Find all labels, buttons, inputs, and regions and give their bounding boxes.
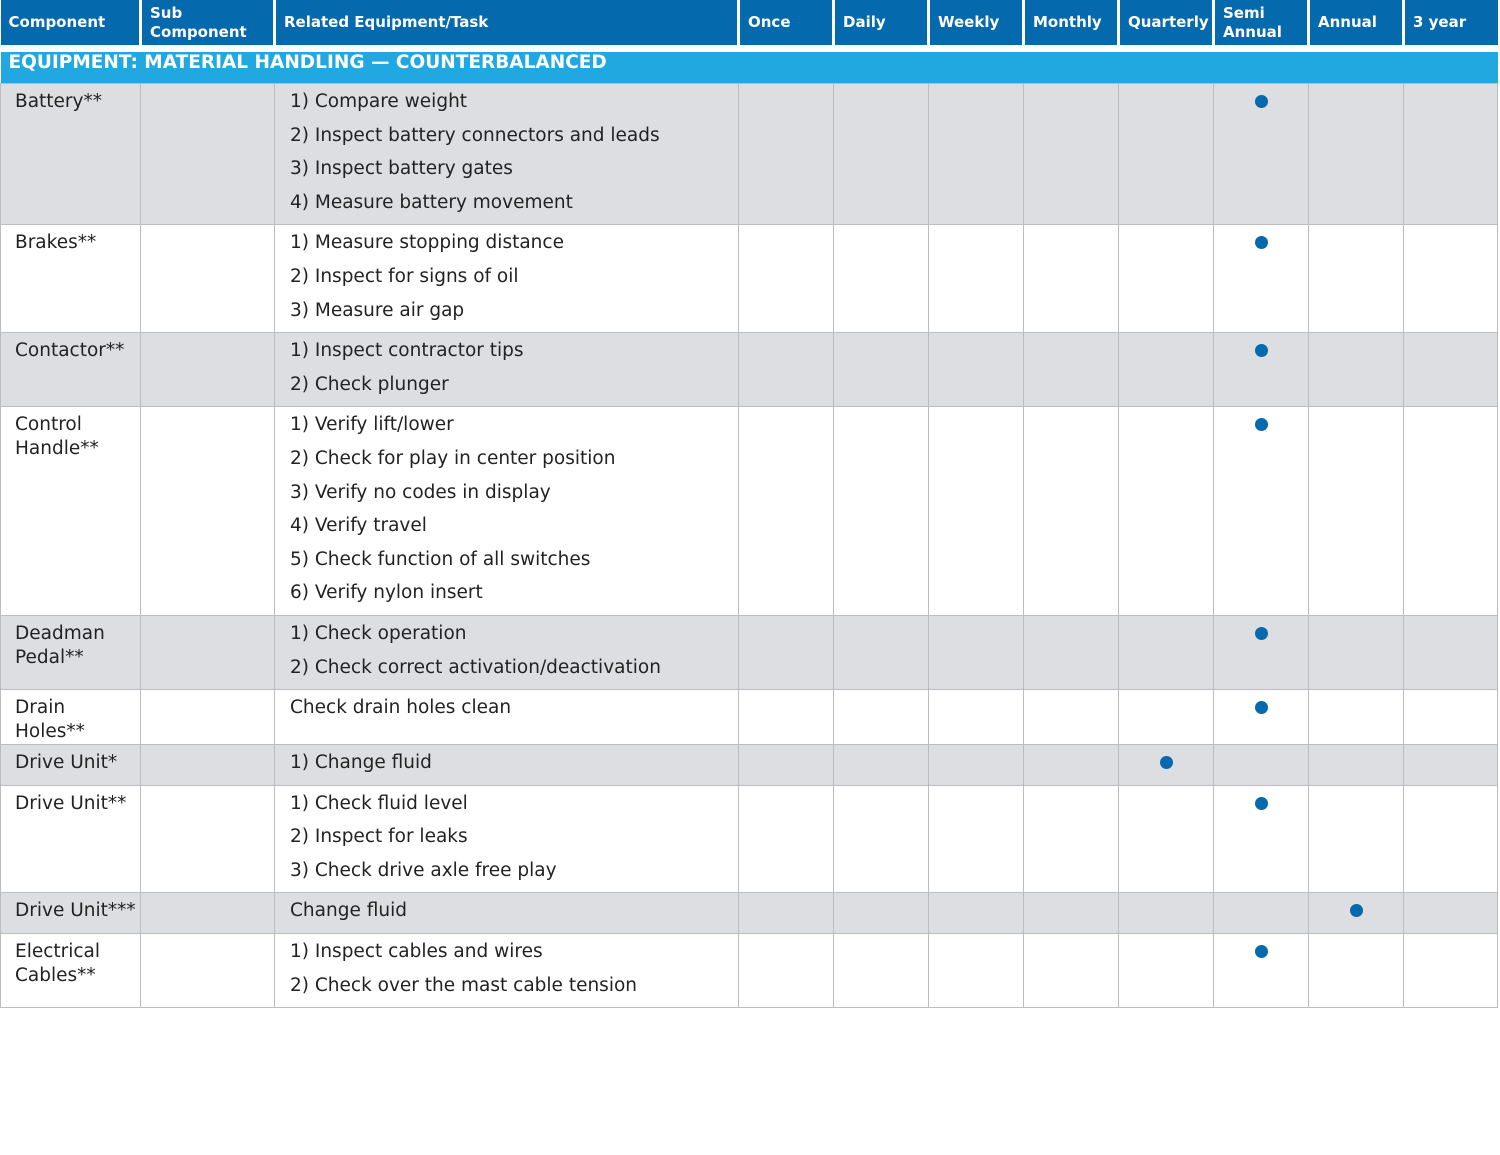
col-quarterly: Quarterly (1119, 0, 1214, 45)
frequency-cell (1309, 615, 1404, 689)
task-item: 2) Inspect battery connectors and leads (290, 124, 660, 146)
frequency-cell (1214, 745, 1309, 786)
frequency-cell (1119, 893, 1214, 934)
frequency-bullet-icon (1255, 95, 1268, 108)
frequency-cell (739, 785, 834, 893)
frequency-cell (739, 615, 834, 689)
col-semi-annual: Semi Annual (1214, 0, 1309, 45)
sub-component-cell (141, 225, 275, 333)
frequency-cell (1309, 690, 1404, 745)
col-sub-component: Sub Component (141, 0, 275, 45)
frequency-cell (834, 785, 929, 893)
frequency-cell (929, 745, 1024, 786)
task-item: 5) Check function of all switches (290, 548, 591, 570)
task-item: 1) Inspect cables and wires (290, 941, 543, 963)
task-cell (275, 84, 739, 225)
frequency-cell (1024, 785, 1119, 893)
frequency-bullet-icon (1255, 236, 1268, 249)
task-item: 4) Measure battery movement (290, 191, 573, 213)
frequency-cell (929, 690, 1024, 745)
sub-component-cell (141, 690, 275, 745)
frequency-cell (834, 333, 929, 407)
sub-component-cell (141, 934, 275, 1008)
task-item: 1) Check fluid level (290, 792, 468, 814)
frequency-cell (1214, 893, 1309, 934)
frequency-cell (834, 690, 929, 745)
frequency-cell (1309, 225, 1404, 333)
frequency-cell (1024, 615, 1119, 689)
frequency-cell (739, 893, 834, 934)
table-row (1, 84, 1498, 225)
frequency-cell (1309, 407, 1404, 616)
frequency-cell (1404, 690, 1498, 745)
task-item: 6) Verify nylon insert (290, 582, 483, 604)
frequency-cell (1214, 84, 1309, 225)
frequency-cell (1024, 745, 1119, 786)
component-cell: Drive Unit* (1, 745, 141, 786)
frequency-bullet-icon (1160, 756, 1173, 769)
frequency-cell (739, 690, 834, 745)
sub-component-cell (141, 333, 275, 407)
task-item: 3) Check drive axle free play (290, 859, 557, 881)
frequency-cell (834, 893, 929, 934)
component-cell: Electrical Cables** (1, 934, 141, 1008)
table-row (1, 785, 1498, 893)
col-3-year: 3 year (1404, 0, 1498, 45)
frequency-cell (1024, 934, 1119, 1008)
frequency-cell (1119, 615, 1214, 689)
table-row (1, 407, 1498, 616)
component-cell: Drive Unit** (1, 785, 141, 893)
task-item: 2) Check correct activation/deactivation (290, 656, 661, 678)
task-item: 1) Compare weight (290, 91, 468, 112)
task-item: 1) Change fluid (290, 752, 432, 774)
frequency-cell (929, 934, 1024, 1008)
frequency-cell (1024, 333, 1119, 407)
frequency-bullet-icon (1350, 904, 1363, 917)
frequency-cell (1119, 225, 1214, 333)
frequency-cell (739, 333, 834, 407)
sub-component-cell (141, 407, 275, 616)
task-item: 1) Inspect contractor tips (290, 340, 524, 362)
frequency-cell (1309, 893, 1404, 934)
frequency-cell (1309, 84, 1404, 225)
frequency-cell (929, 785, 1024, 893)
col-task: Related Equipment/Task (275, 0, 739, 45)
frequency-bullet-icon (1255, 945, 1268, 958)
table-row (1, 893, 1498, 934)
frequency-cell (929, 225, 1024, 333)
frequency-cell (739, 934, 834, 1008)
frequency-cell (1214, 225, 1309, 333)
frequency-cell (1024, 225, 1119, 333)
sub-component-cell (141, 84, 275, 225)
frequency-cell (929, 84, 1024, 225)
sub-component-cell (141, 745, 275, 786)
frequency-cell (1119, 333, 1214, 407)
frequency-cell (1024, 690, 1119, 745)
frequency-cell (929, 893, 1024, 934)
sub-component-cell (141, 785, 275, 893)
frequency-cell (1119, 407, 1214, 616)
task-item: Change fluid (290, 900, 407, 922)
table-row (1, 745, 1498, 786)
col-once: Once (739, 0, 834, 45)
frequency-cell (1214, 690, 1309, 745)
frequency-cell (1404, 893, 1498, 934)
task-item: 2) Check over the mast cable tension (290, 974, 638, 996)
frequency-cell (1404, 934, 1498, 1008)
frequency-cell (739, 745, 834, 786)
component-cell: Deadman Pedal** (1, 615, 141, 689)
frequency-cell (1214, 934, 1309, 1008)
sub-component-cell (141, 893, 275, 934)
task-item: 3) Inspect battery gates (290, 158, 513, 180)
table-row (1, 333, 1498, 407)
frequency-cell (929, 333, 1024, 407)
frequency-cell (1119, 934, 1214, 1008)
task-item: 2) Check for play in center position (290, 447, 616, 469)
sub-component-cell (141, 615, 275, 689)
frequency-bullet-icon (1255, 627, 1268, 640)
frequency-bullet-icon (1255, 797, 1268, 810)
frequency-cell (1024, 893, 1119, 934)
col-monthly: Monthly (1024, 0, 1119, 45)
frequency-cell (929, 615, 1024, 689)
task-item: 1) Verify lift/lower (290, 414, 454, 436)
task-item: 3) Measure air gap (290, 299, 465, 321)
frequency-bullet-icon (1255, 344, 1268, 357)
task-item: Check drain holes clean (290, 697, 512, 719)
frequency-cell (834, 225, 929, 333)
task-cell (275, 690, 739, 745)
task-item: 3) Verify no codes in display (290, 481, 551, 503)
frequency-cell (1024, 407, 1119, 616)
component-cell: Control Handle** (1, 407, 141, 616)
frequency-cell (1214, 615, 1309, 689)
component-cell: Brakes** (1, 225, 141, 333)
task-cell (275, 333, 739, 407)
component-cell: Battery** (1, 84, 141, 225)
frequency-bullet-icon (1255, 701, 1268, 714)
task-cell (275, 225, 739, 333)
col-daily: Daily (834, 0, 929, 45)
frequency-cell (739, 225, 834, 333)
frequency-cell (739, 84, 834, 225)
task-item: 1) Measure stopping distance (290, 232, 564, 254)
task-item: 1) Check operation (290, 622, 467, 644)
task-cell (275, 615, 739, 689)
table-row (1, 225, 1498, 333)
component-cell: Contactor** (1, 333, 141, 407)
frequency-cell (1309, 745, 1404, 786)
task-cell (275, 934, 739, 1008)
frequency-cell (1024, 84, 1119, 225)
col-component: Component (1, 0, 141, 45)
frequency-cell (1309, 333, 1404, 407)
table-row (1, 934, 1498, 1008)
frequency-cell (1309, 785, 1404, 893)
frequency-cell (834, 615, 929, 689)
frequency-cell (1119, 84, 1214, 225)
section-header (1, 52, 1498, 84)
frequency-cell (834, 745, 929, 786)
section-title: EQUIPMENT: MATERIAL HANDLING — COUNTERBALANCED (1, 52, 1498, 84)
frequency-cell (1404, 407, 1498, 616)
frequency-cell (739, 407, 834, 616)
frequency-cell (1404, 225, 1498, 333)
task-cell (275, 893, 739, 934)
task-item: 2) Inspect for signs of oil (290, 265, 519, 287)
task-item: 2) Check plunger (290, 373, 449, 395)
frequency-cell (1119, 745, 1214, 786)
frequency-cell (1404, 745, 1498, 786)
frequency-cell (1404, 333, 1498, 407)
frequency-cell (834, 407, 929, 616)
frequency-cell (1404, 84, 1498, 225)
frequency-cell (929, 407, 1024, 616)
frequency-cell (1119, 690, 1214, 745)
col-annual: Annual (1309, 0, 1404, 45)
frequency-cell (1309, 934, 1404, 1008)
task-item: 4) Verify travel (290, 515, 427, 537)
component-cell: Drain Holes** (1, 690, 141, 745)
table-row (1, 615, 1498, 689)
frequency-cell (1214, 785, 1309, 893)
frequency-cell (834, 84, 929, 225)
task-cell (275, 785, 739, 893)
col-weekly: Weekly (929, 0, 1024, 45)
task-cell (275, 407, 739, 616)
task-item: 2) Inspect for leaks (290, 826, 468, 848)
frequency-cell (1214, 407, 1309, 616)
frequency-cell (1119, 785, 1214, 893)
task-cell (275, 745, 739, 786)
frequency-cell (1404, 785, 1498, 893)
frequency-cell (1214, 333, 1309, 407)
frequency-cell (1404, 615, 1498, 689)
frequency-cell (834, 934, 929, 1008)
frequency-bullet-icon (1255, 418, 1268, 431)
table-row (1, 690, 1498, 745)
header-row (1, 0, 1498, 45)
component-cell: Drive Unit*** (1, 893, 141, 934)
